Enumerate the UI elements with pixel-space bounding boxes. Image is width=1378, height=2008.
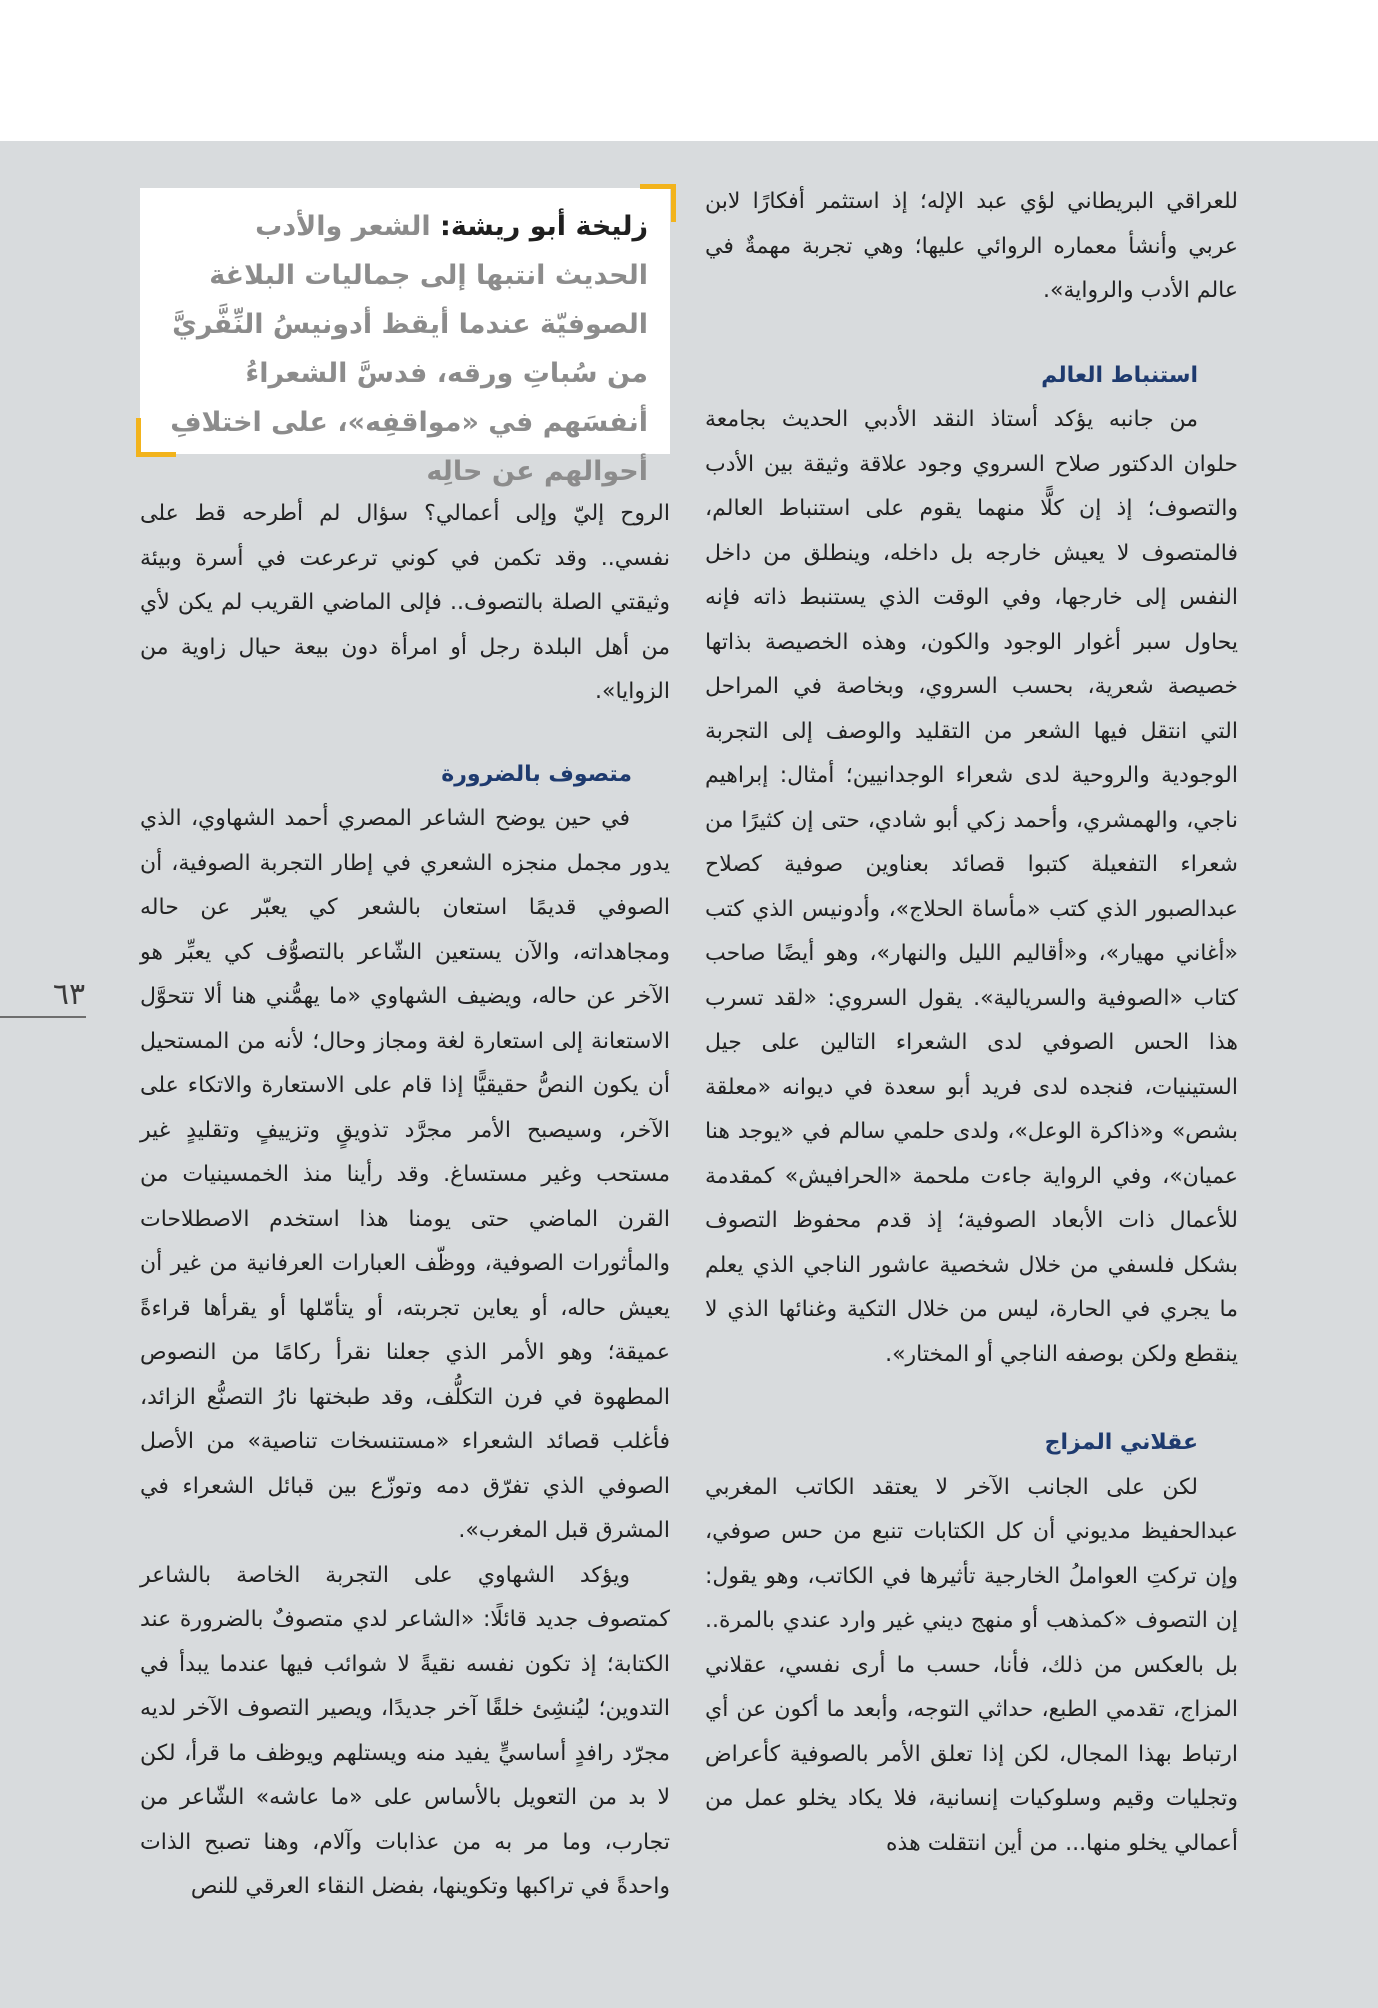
page-number: ٦٣ bbox=[52, 977, 86, 1012]
quote-corner-top-right-vertical bbox=[671, 184, 676, 222]
quote-corner-bottom-left bbox=[136, 452, 176, 457]
section2-paragraph: لكن على الجانب الآخر لا يعتقد الكاتب المغربي عبدالحفيظ مديوني أن كل الكتابات تنبع من حس صوفي، وإن تركتِ العواملُ الخارجية تأثيرها في الكاتب، وهو يقول: إن التصوف «كمذهب أو منهج ديني غير وارد عندي بالمرة.. بل بالعكس من ذلك، فأنا، حسب ما أرى نفسي، عقلاني المزاج، تقدمي الطبع، حداثي التوجه، وأبعد ما أكون عن أي ارتباط بهذا المجال، لكن إذا تعلق الأمر بالصوفية كأعراض وتجليات وقيم وسلوكيات إنسانية، فلا يكاد يخلو عمل من أعمالي يخلو منها... من أين انتقلت هذه bbox=[705, 1474, 1238, 1856]
section-heading-istinbat: استنباط العالم bbox=[1041, 362, 1198, 388]
left-column bbox=[140, 492, 670, 1910]
left-paragraph-2: ويؤكد الشهاوي على التجربة الخاصة بالشاعر كمتصوف جديد قائلًا: «الشاعر لدي متصوفٌ بالضرورة عند الكتابة؛ إذ تكون نفسه نقيةً لا شوائب فيها عندما يبدأ في التدوين؛ ليُنشِئ خلقًا آخر جديدًا، ويصير التصوف الآخر لديه مجرّد رافدٍ أساسيٍّ يفيد منه ويستلهم ويوظف ما قرأ، لكن لا بد من التعويل بالأساس على «ما عاشه» الشّاعر من تجارب، وما مر به من عذابات وآلام، وهنا تصبح الذات واحدةً في تراكبها وتكوينها، بفضل النقاء العرقي للنص bbox=[140, 1562, 670, 1899]
section-heading-mutasawwif: متصوف بالضرورة bbox=[441, 761, 632, 787]
left-paragraph-1: في حين يوضح الشاعر المصري أحمد الشهاوي، الذي يدور مجمل منجزه الشعري في إطار التجربة الصوفية، أن الصوفي قديمًا استعان بالشعر كي يعبّر عن حاله ومجاهداته، والآن يستعين الشّاعر بالتصوُّف كي يعبِّر هو الآخر عن حاله، ويضيف الشهاوي «ما يهمُّني هنا ألا تتحوَّل الاستعانة إلى استعارة لغة ومجاز وحال؛ لأنه من المستحيل أن يكون النصُّ حقيقيًّا إذا قام على الاستعارة والاتكاء على الآخر، وسيصبح الأمر مجرَّد تذويقٍ وتزييفٍ وتقليدٍ غير مستحب وغير مستساغ. وقد رأينا منذ الخمسينيات من القرن الماضي حتى يومنا هذا استخدم الاصطلاحات والمأثورات الصوفية، ووظّف العبارات العرفانية من غير أن يعيش حاله، أو يعاين تجربته، أو يتأمّلها أو يقرأها قراءةً عميقة؛ وهو الأمر الذي جعلنا نقرأ ركامًا من النصوص المطهوة في فرن التكلُّف، وقد طبختها نارُ التصنُّع الزائد، فأغلب قصائد الشعراء «مستنسخات تناصية» من الأصل الصوفي الذي تفرّق دمه وتوزّع بين قبائل الشعراء في المشرق قبل المغرب». bbox=[140, 806, 670, 1543]
section1-paragraph: من جانبه يؤكد أستاذ النقد الأدبي الحديث بجامعة حلوان الدكتور صلاح السروي وجود علاقة وثيقة بين الأدب والتصوف؛ إذ إن كلًّا منهما يقوم على استنباط العالم، فالمتصوف لا يعيش خارجه بل داخله، وينطلق من داخل النفس إلى خارجها، وفي الوقت الذي يستنبط ذاته فإنه يحاول سبر أغوار الوجود والكون، وهذه الخصيصة بذاتها خصيصة شعرية، بحسب السروي، وبخاصة في المراحل التي انتقل فيها الشعر من التقليد والوصف إلى التجربة الوجودية والروحية لدى شعراء الوجدانيين؛ أمثال: إبراهيم ناجي، والهمشري، وأحمد زكي أبو شادي، حتى إن كثيرًا من شعراء التفعيلة كتبوا قصائد بعناوين صوفية كصلاح عبدالصبور الذي كتب «مأساة الحلاج»، وأدونيس الذي كتب «أغاني مهيار»، و«أقاليم الليل والنهار»، وهو أيضًا صاحب كتاب «الصوفية والسريالية». يقول السروي: «لقد تسرب هذا الحس الصوفي لدى الشعراء التالين على جيل الستينيات، فنجده لدى فريد أبو سعدة في ديوانه «معلقة بشص» و«ذاكرة الوعل»، ولدى حلمي سالم في «يوجد هنا عميان»، وفي الرواية جاءت ملحمة «الحرافيش» كمقدمة للأعمال ذات الأبعاد الصوفية؛ إذ قدم محفوظ التصوف بشكل فلسفي من خلال شخصية عاشور الناجي الذي يعلم ما يجري في الحارة، ليس من خلال التكية وغنائها الذي لا ينقطع ولكن بوصفه الناجي أو المختار». bbox=[705, 407, 1238, 1367]
quote-corner-bottom-left-vertical bbox=[136, 418, 141, 457]
pull-quote bbox=[140, 188, 670, 487]
quote-author: زليخة أبو ريشة: bbox=[440, 211, 648, 242]
right-column bbox=[705, 180, 1238, 1866]
quote-text: الشعر والأدب الحديث انتبها إلى جماليات البلاغة الصوفيّة عندما أيقظ أدونيسُ النِّفَّريَّ من سُباتِ ورقه، فدسَّ الشعراءُ أنفسَهم في «مواقفِه»، على اختلافِ أحوالهم عن حالِه bbox=[170, 211, 648, 487]
left-intro-paragraph: الروح إليّ وإلى أعمالي؟ سؤال لم أطرحه قط على نفسي.. وقد تكمن في كوني ترعرعت في أسرة وبيئة وثيقتي الصلة بالتصوف.. فإلى الماضي القريب لم يكن لأي من أهل البلدة رجل أو امرأة دون بيعة حيال زاوية من الزوايا». bbox=[140, 501, 670, 704]
right-intro-paragraph: للعراقي البريطاني لؤي عبد الإله؛ إذ استثمر أفكارًا لابن عربي وأنشأ معماره الروائي عليها؛ وهي تجربة مهمةٌ في عالم الأدب والرواية». bbox=[705, 189, 1238, 303]
section-heading-aqlani: عقلاني المزاج bbox=[1044, 1430, 1198, 1455]
page-number-rule bbox=[0, 1016, 86, 1018]
